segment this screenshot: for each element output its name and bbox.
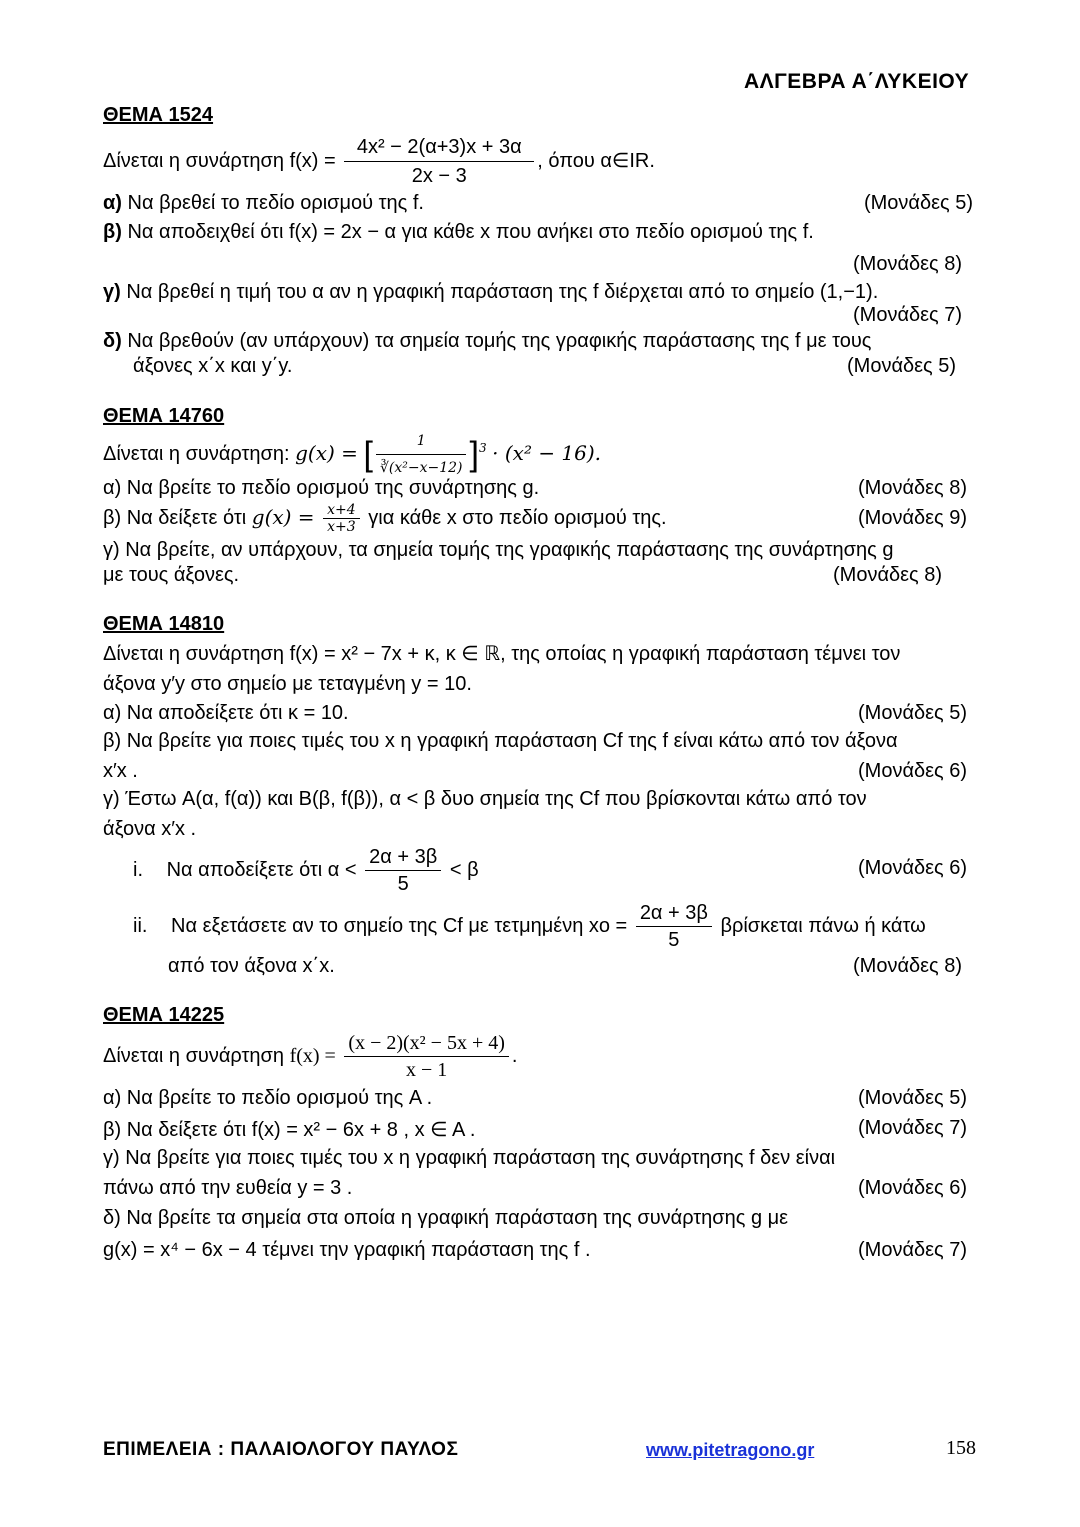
problem-4-part-c: γ) Να βρείτε για ποιες τιμές του x η γραφική παράσταση της συνάρτησης f δεν είναι [103,1147,836,1169]
subpart-text-tail: βρίσκεται πάνω ή κάτω [720,914,926,937]
problem-2-part-b [103,498,667,537]
problem-3-part-b-line2: x′x . [103,760,138,782]
bracket-open: [ [363,435,373,474]
fraction-denominator: ∛(x²−x−12) [379,460,463,476]
problem-1-part-d-line2: άξονες x΄x και y΄y. [133,355,293,377]
part-text-tail: για κάθε x στο πεδίο ορισμού της. [368,507,667,529]
exponent: 3 [478,441,487,456]
problem-3-subpart-ii [133,900,926,953]
points: (Μονάδες 5) [863,192,973,214]
intro-tail: , όπου α∈IR. [537,149,655,172]
problem-3-part-c: γ) Έστω A(α, f(α)) και B(β, f(β)), α < β δυο σημεία της Cf που βρίσκονται κάτω από τον [103,788,867,810]
intro-text: Δίνεται η συνάρτηση [103,149,285,172]
problem-3-part-c-line2: άξονα x′x . [103,818,197,840]
problem-2-part-a-points: (Μονάδες 8) [858,477,968,499]
problem-2-title: ΘΕΜΑ 14760 [103,405,225,427]
problem-1-part-c [103,281,878,304]
problem-3-subpart-i-points: (Μονάδες 6) [858,857,968,879]
fraction [376,428,467,481]
fraction-denominator: x − 1 [406,1059,448,1081]
problem-1-part-c-points: (Μονάδες 7) [853,304,963,326]
fraction-denominator: 5 [397,873,409,895]
subpart-text: Να αποδείξετε ότι α < [166,858,357,881]
intro-tail: . [511,1044,518,1067]
problem-3-subpart-i [133,844,479,897]
problem-1-part-d [103,330,978,353]
function-tail: · (x² − 16). [492,440,602,465]
part-text: β) Να δείξετε ότι [103,507,247,529]
problem-3-part-a-points: (Μονάδες 5) [858,702,968,724]
fraction-numerator: x+4 [323,502,360,519]
problem-3-subpart-ii-line2: από τον άξονα x΄x. [168,955,335,977]
problem-4-part-d: δ) Να βρείτε τα σημεία στα οποία η γραφική παράσταση της συνάρτησης g με [103,1207,789,1229]
part-label: α) [103,192,122,214]
problem-3-intro: Δίνεται η συνάρτηση f(x) = x² − 7x + κ, κ ∈ ℝ, της οποίας η γραφική παράσταση τέμνει τον [103,643,901,665]
function-lhs: g(x) = [251,505,315,529]
part-label: δ) [103,330,122,352]
problem-2-part-b-points: (Μονάδες 9) [858,507,968,529]
fraction-numerator: 1 [376,428,467,455]
part-label: β) [103,221,122,243]
subpart-label: ii. [133,914,148,937]
problem-3-title: ΘΕΜΑ 14810 [103,613,225,635]
part-text: Να βρεθεί το πεδίο ορισμού της f. [127,192,424,214]
problem-2-part-c: γ) Να βρείτε, αν υπάρχουν, τα σημεία τομής της γραφικής παράστασης της συνάρτησης g [103,539,894,561]
problem-3-part-b: β) Να βρείτε για ποιες τιμές του x η γραφική παράσταση Cf της f είναι κάτω από τον άξονα [103,730,898,752]
fraction [365,844,441,897]
problem-1-title: ΘΕΜΑ 1524 [103,104,214,126]
problem-4-intro [103,1030,517,1083]
part-text: Να βρεθούν (αν υπάρχουν) τα σημεία τομής της γραφικής παράστασης της f με τους [127,330,872,352]
fraction [344,1030,508,1083]
problem-4-part-a-points: (Μονάδες 5) [858,1087,968,1109]
problem-1-intro [103,133,655,190]
problem-1-part-b [103,221,814,244]
subpart-text-tail: < β [449,858,479,881]
footer-website-link[interactable]: www.pitetragono.gr [646,1440,815,1460]
part-text: Να βρεθεί η τιμή του α αν η γραφική παράσταση της f διέρχεται από το σημείο (1,−1). [126,281,879,303]
problem-3-part-a: α) Να αποδείξετε ότι κ = 10. [103,702,349,724]
fraction [636,900,712,953]
problem-4-part-d-line2: g(x) = x⁴ − 6x − 4 τέμνει την γραφική παράσταση της f . [103,1239,591,1261]
fraction [344,133,534,190]
fraction-numerator: (x − 2)(x² − 5x + 4) [344,1030,508,1057]
fraction-numerator: 2α + 3β [365,844,441,871]
problem-3-intro-line2: άξονα y′y στο σημείο με τεταγμένη y = 10. [103,673,472,695]
problem-4-part-a: α) Να βρείτε το πεδίο ορισμού της A . [103,1087,433,1109]
fraction-denominator: 5 [668,929,680,951]
problem-2-intro [103,428,601,481]
problem-2-part-c-line2: με τους άξονες. [103,564,240,586]
problem-4-part-c-points: (Μονάδες 6) [858,1177,968,1199]
problem-2-part-a: α) Να βρείτε το πεδίο ορισμού της συνάρτησης g. [103,477,540,499]
bracket-close: ] [469,435,479,474]
function-lhs: g(x) = [295,440,358,465]
problem-1-part-a [103,192,973,215]
problem-3-subpart-ii-points: (Μονάδες 8) [853,955,963,977]
problem-4-part-c-line2: πάνω από την ευθεία y = 3 . [103,1177,353,1199]
part-label: γ) [103,281,121,303]
function-lhs: f(x) = [289,1044,336,1067]
fraction-numerator: 2α + 3β [636,900,712,927]
problem-1-part-b-points: (Μονάδες 8) [853,253,963,275]
intro-text: Δίνεται η συνάρτηση [103,1044,285,1067]
problem-4-part-d-points: (Μονάδες 7) [858,1239,968,1261]
footer-editor: ΕΠΙΜΕΛΕΙΑ : ΠΑΛΑΙΟΛΟΓΟΥ ΠΑΥΛΟΣ [103,1439,459,1460]
fraction [323,502,360,535]
function-lhs: f(x) = [289,149,336,172]
subpart-text: Να εξετάσετε αν το σημείο της Cf με τετμημένη xo = [171,914,628,937]
problem-1-part-d-points: (Μονάδες 5) [847,355,957,377]
problem-2-part-c-points: (Μονάδες 8) [833,564,943,586]
part-text: Να αποδειχθεί ότι f(x) = 2x − α για κάθε x που ανήκει στο πεδίο ορισμού της f. [127,221,814,243]
intro-text: Δίνεται η συνάρτηση: [103,442,290,465]
problem-4-part-b-points: (Μονάδες 7) [858,1117,968,1139]
fraction-denominator: x+3 [327,519,356,536]
page-number: 158 [946,1437,976,1459]
fraction-numerator: 4x² − 2(α+3)x + 3α [344,133,534,162]
subpart-label: i. [133,858,143,881]
problem-3-part-b-points: (Μονάδες 6) [858,760,968,782]
problem-4-part-b: β) Να δείξετε ότι f(x) = x² − 6x + 8 , x ∈ A . [103,1119,476,1141]
fraction-denominator: 2x − 3 [411,165,467,187]
page-header: ΑΛΓΕΒΡΑ Α΄ΛΥΚΕΙΟΥ [744,70,970,93]
problem-4-title: ΘΕΜΑ 14225 [103,1004,225,1026]
